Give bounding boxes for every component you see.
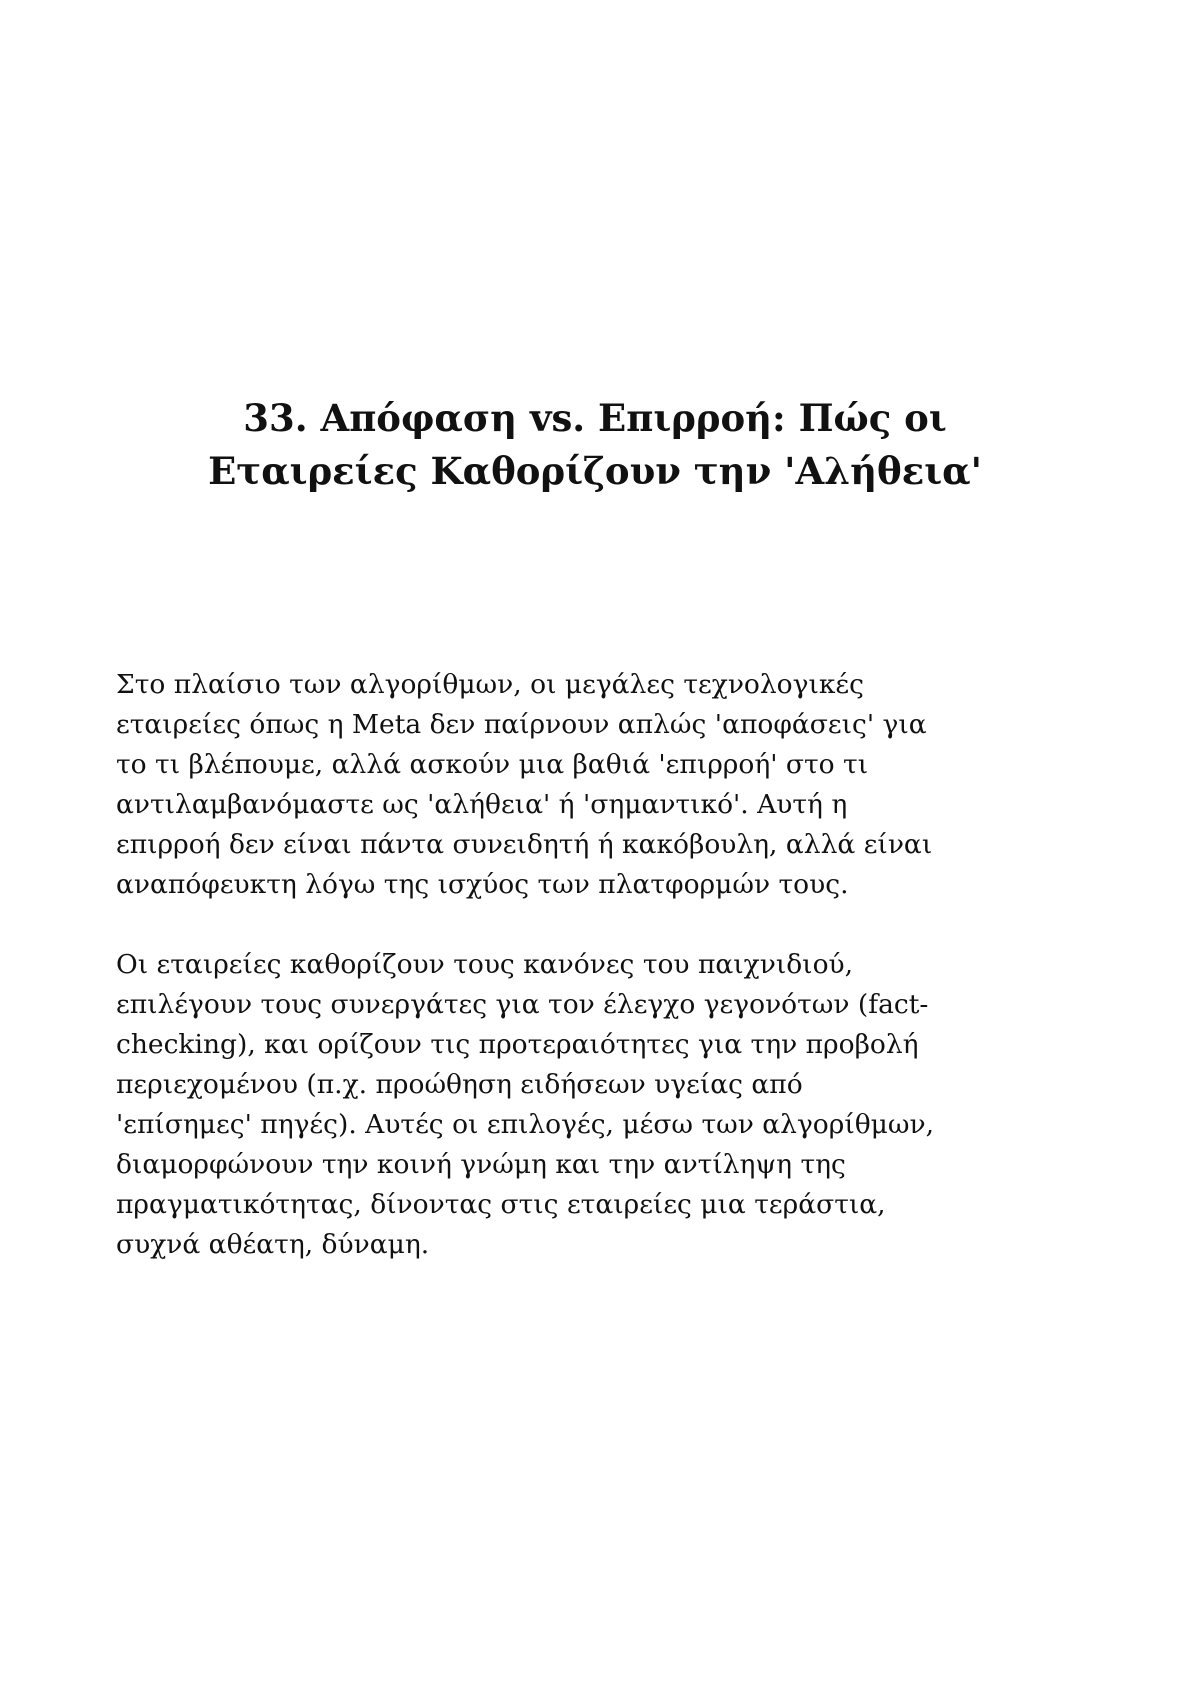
paragraph-line: αναπόφευκτη λόγω της ισχύος των πλατφορμών τους. — [116, 869, 849, 900]
paragraph-line: 'επίσημες' πηγές). Αυτές οι επιλογές, μέσω των αλγορίθμων, — [116, 1109, 935, 1140]
paragraph-line: πραγματικότητας, δίνοντας στις εταιρείες μια τεράστια, — [116, 1189, 886, 1220]
paragraph-line: το τι βλέπουμε, αλλά ασκούν μια βαθιά 'επιρροή' στο τι — [116, 749, 869, 780]
paragraph — [116, 665, 1106, 905]
paragraph-line: επιλέγουν τους συνεργάτες για τον έλεγχο γεγονότων (fact- — [116, 989, 929, 1020]
paragraph — [116, 945, 1106, 1265]
chapter-title-line: Εταιρείες Καθορίζουν την 'Αλήθεια' — [208, 449, 982, 493]
paragraph-line: Οι εταιρείες καθορίζουν τους κανόνες του παιχνιδιού, — [116, 949, 854, 980]
paragraph-line: αντιλαμβανόμαστε ως 'αλήθεια' ή 'σημαντικό'. Αυτή η — [116, 789, 848, 820]
paragraph-line: Στο πλαίσιο των αλγορίθμων, οι μεγάλες τεχνολογικές — [116, 669, 864, 700]
paragraph-line: συχνά αθέατη, δύναμη. — [116, 1229, 430, 1260]
paragraph-line: checking), και ορίζουν τις προτεραιότητες για την προβολή — [116, 1029, 919, 1060]
paragraph-line: εταιρείες όπως η Meta δεν παίρνουν απλώς 'αποφάσεις' για — [116, 709, 927, 740]
chapter-title-line: 33. Απόφαση vs. Επιρροή: Πώς οι — [243, 396, 947, 440]
body-text — [116, 665, 1106, 1305]
paragraph-line: περιεχομένου (π.χ. προώθηση ειδήσεων υγείας από — [116, 1069, 803, 1100]
paragraph-line: διαμορφώνουν την κοινή γνώμη και την αντίληψη της — [116, 1149, 846, 1180]
paragraph-line: επιρροή δεν είναι πάντα συνειδητή ή κακόβουλη, αλλά είναι — [116, 829, 933, 860]
chapter-title — [130, 392, 1060, 498]
